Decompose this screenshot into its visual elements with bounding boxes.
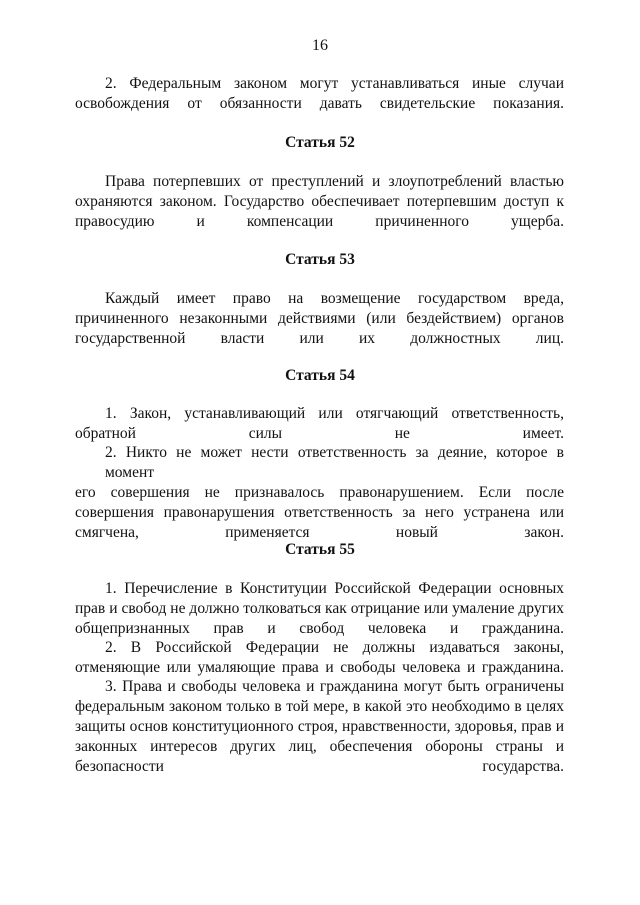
paragraph-article-54-part-1 (75, 404, 564, 444)
text-line: 1. Закон, устанавливающий или отягчающий ответственность, (105, 405, 564, 422)
paragraph-article-52 (75, 172, 564, 232)
paragraph-article-55-part-1 (75, 579, 564, 639)
text-line: 2. Никто не может нести ответственность за деяние, которое в момент (105, 444, 564, 481)
page-number: 16 (312, 37, 328, 54)
text-line: 1. Перечисление в Конституции Российской Федерации основных (105, 580, 564, 597)
text-line: Каждый имеет право на возмещение государством вреда, (105, 290, 564, 307)
text-line: Права потерпевших от преступлений и злоупотреблений властью (105, 173, 564, 190)
paragraph-article-55-part-2 (75, 638, 564, 678)
text-line: освобождения от обязанности давать свидетельские показания. (75, 95, 564, 112)
text-line: его совершения не признавалось правонарушением. Если после (75, 484, 564, 501)
paragraph-article-54-part-2 (75, 443, 564, 543)
heading-article-54: Статья 54 (285, 367, 355, 384)
text-line: федеральным законом только в той мере, в какой это необходимо в целях (75, 698, 564, 715)
text-line: 3. Права и свободы человека и гражданина могут быть ограничены (105, 678, 564, 695)
paragraph-article-51-part-2 (75, 74, 564, 114)
text-line: правосудию и компенсации причиненного ущерба. (75, 213, 564, 230)
text-line: защиты основ конституционного строя, нравственности, здоровья, прав и (75, 718, 564, 735)
text-line: обратной силы не имеет. (75, 425, 564, 442)
heading-article-52: Статья 52 (285, 134, 355, 151)
text-line: безопасности государства. (75, 758, 564, 775)
text-line: законных интересов других лиц, обеспечения обороны страны и (75, 738, 564, 755)
text-line: отменяющие или умаляющие права и свободы человека и гражданина. (75, 659, 564, 676)
text-line: 2. Федеральным законом могут устанавливаться иные случаи (105, 75, 564, 92)
text-line: 2. В Российской Федерации не должны издаваться законы, (105, 639, 564, 656)
text-line: общепризнанных прав и свобод человека и гражданина. (75, 620, 564, 637)
text-line: причиненного незаконными действиями (или бездействием) органов (75, 310, 564, 327)
heading-article-55: Статья 55 (285, 541, 355, 558)
heading-article-53: Статья 53 (285, 251, 355, 268)
text-line: совершения правонарушения ответственность за него устранена или (75, 504, 564, 521)
paragraph-article-53 (75, 289, 564, 349)
text-line: охраняются законом. Государство обеспечивает потерпевшим доступ к (75, 193, 564, 210)
text-line: прав и свобод не должно толковаться как отрицание или умаление других (75, 600, 564, 617)
text-line: смягчена, применяется новый закон. (75, 524, 564, 541)
paragraph-article-55-part-3 (75, 677, 564, 777)
text-line: государственной власти или их должностных лиц. (75, 330, 564, 347)
